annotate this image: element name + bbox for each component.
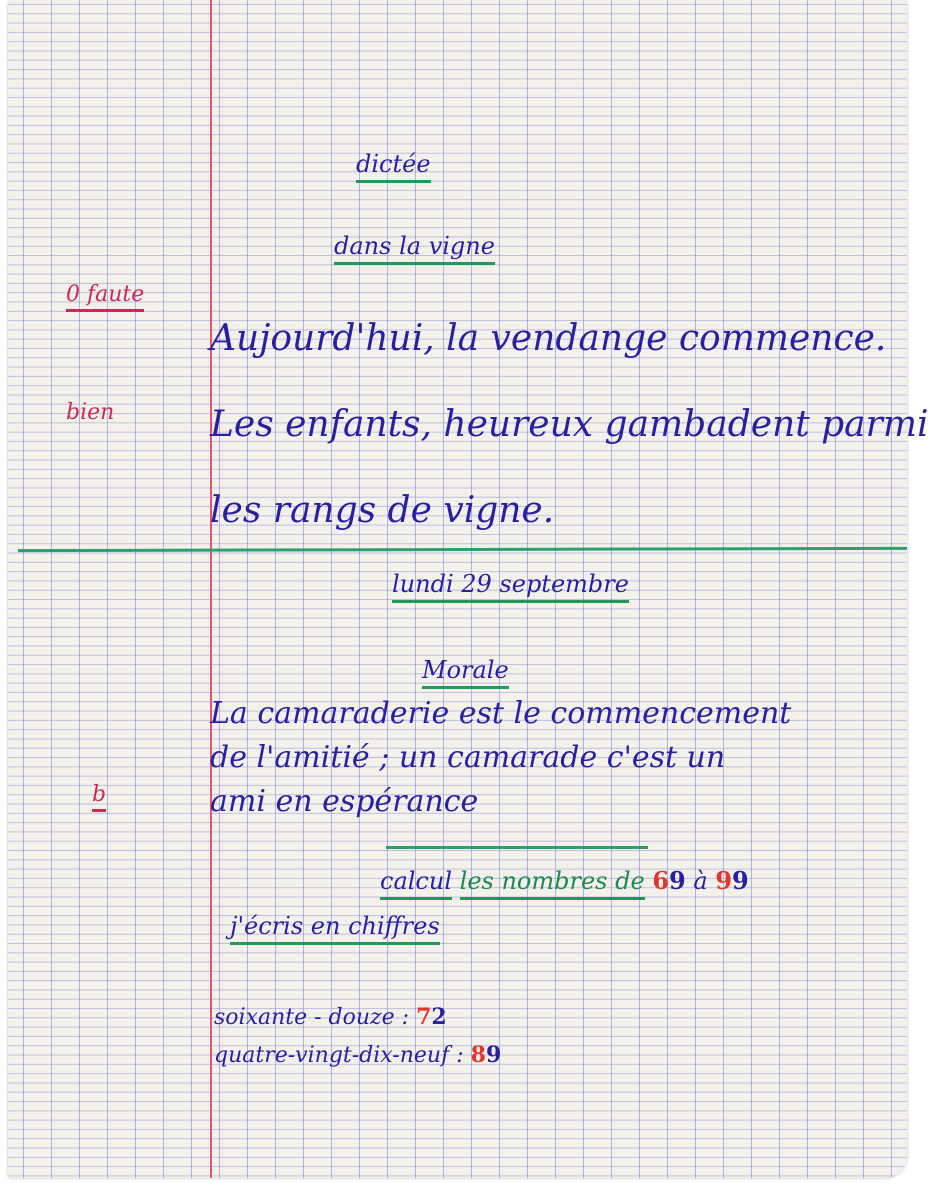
item-2-separator: : bbox=[456, 1043, 464, 1068]
morale-line-3: ami en espérance bbox=[210, 784, 479, 819]
morale-heading: Morale bbox=[422, 656, 509, 689]
item-2-words: quatre-vingt-dix-neuf bbox=[214, 1043, 450, 1068]
item-1-digit-1: 7 bbox=[416, 1004, 432, 1030]
item-2-digit-1: 8 bbox=[470, 1042, 486, 1068]
to-digit-1: 9 bbox=[715, 866, 733, 895]
dictee-line-2: Les enfants, heureux gambadent parmi bbox=[210, 404, 929, 445]
calcul-label: calcul bbox=[380, 867, 452, 900]
margin-comment-b: b bbox=[92, 782, 106, 812]
item-1-words: soixante - douze bbox=[214, 1005, 395, 1030]
dictee-subtitle: dans la vigne bbox=[334, 232, 495, 265]
notebook-page bbox=[8, 0, 929, 1178]
score-note: 0 faute bbox=[66, 282, 144, 312]
date-heading: lundi 29 septembre bbox=[392, 570, 629, 603]
dictee-heading: dictée bbox=[356, 150, 431, 183]
item-2-digit-2: 9 bbox=[485, 1042, 502, 1068]
morale-line-2: de l'amitié ; un camarade c'est un bbox=[210, 740, 726, 775]
calcul-top-rule bbox=[386, 846, 648, 849]
from-digit-1: 6 bbox=[652, 866, 670, 895]
calcul-phrase: les nombres de bbox=[460, 867, 645, 900]
calcul-item-2 bbox=[214, 1042, 501, 1068]
calcul-instruction: j'écris en chiffres bbox=[230, 912, 440, 945]
dictee-line-1: Aujourd'hui, la vendange commence. bbox=[210, 318, 887, 359]
dictee-line-3: les rangs de vigne. bbox=[210, 490, 555, 531]
morale-line-1: La camaraderie est le commencement bbox=[210, 696, 792, 731]
item-1-separator: : bbox=[401, 1005, 410, 1030]
margin-rule bbox=[210, 0, 212, 1178]
section-divider bbox=[18, 547, 907, 552]
to-digit-2: 9 bbox=[732, 866, 749, 895]
item-1-digit-2: 2 bbox=[431, 1004, 447, 1030]
from-digit-2: 9 bbox=[669, 866, 686, 895]
calcul-item-1 bbox=[214, 1004, 447, 1030]
calcul-heading-row bbox=[380, 866, 749, 895]
margin-comment-bien: bien bbox=[66, 400, 115, 425]
calcul-connector: à bbox=[693, 867, 708, 895]
